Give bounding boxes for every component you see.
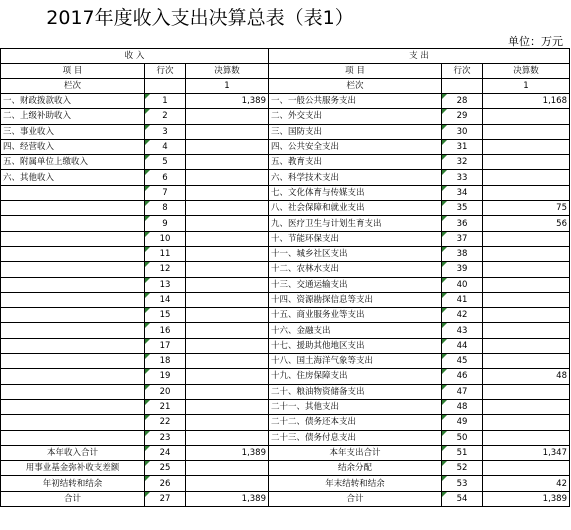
expense-lineno-cell: 49 <box>442 415 483 430</box>
expense-lineno-cell: 42 <box>442 308 483 323</box>
income-amount-cell <box>186 476 269 491</box>
income-amount-cell <box>186 185 269 200</box>
expense-lineno-cell: 31 <box>442 139 483 154</box>
income-item-cell <box>1 399 145 414</box>
expense-amount-cell <box>483 430 570 445</box>
expense-item-cell: 三、国防支出 <box>269 124 442 139</box>
income-amount-cell <box>186 139 269 154</box>
income-item-cell <box>1 277 145 292</box>
table-row <box>1 323 570 338</box>
expense-item-cell: 十六、金融支出 <box>269 323 442 338</box>
report-title: 2017年度收入支出决算总表（表1） <box>46 7 354 29</box>
column-header-row <box>1 64 570 79</box>
income-amount-cell: 1,389 <box>186 445 269 460</box>
expense-item-cell: 二十一、其他支出 <box>269 399 442 414</box>
table-row <box>1 231 570 246</box>
expense-amount-cell <box>483 246 570 261</box>
expense-amount-cell: 42 <box>483 476 570 491</box>
income-lineno-cell: 4 <box>145 139 186 154</box>
income-colno-value: 1 <box>186 79 269 94</box>
expense-amount-cell <box>483 292 570 307</box>
income-lineno-cell: 18 <box>145 354 186 369</box>
income-amount-cell <box>186 461 269 476</box>
expense-lineno-cell: 44 <box>442 338 483 353</box>
table-row <box>1 338 570 353</box>
expense-lineno-cell: 54 <box>442 491 483 506</box>
expense-item-cell: 十一、城乡社区支出 <box>269 246 442 261</box>
expense-item-cell: 七、文化体育与传媒支出 <box>269 185 442 200</box>
expense-lineno-cell: 46 <box>442 369 483 384</box>
income-amount-cell <box>186 399 269 414</box>
table-row <box>1 262 570 277</box>
expense-colno-value: 1 <box>483 79 570 94</box>
expense-item-cell: 十八、国土海洋气象等支出 <box>269 354 442 369</box>
income-amount-cell <box>186 109 269 124</box>
income-item-cell <box>1 430 145 445</box>
income-lineno-cell: 15 <box>145 308 186 323</box>
table-row <box>1 216 570 231</box>
expense-lineno-cell: 32 <box>442 155 483 170</box>
income-lineno-cell: 14 <box>145 292 186 307</box>
table-row <box>1 185 570 200</box>
income-amount-cell <box>186 430 269 445</box>
expense-lineno-cell: 41 <box>442 292 483 307</box>
expense-item-cell: 合计 <box>269 491 442 506</box>
expense-lineno-cell: 51 <box>442 445 483 460</box>
expense-item-cell: 二十、粮油物资储备支出 <box>269 384 442 399</box>
expense-section-header: 支 出 <box>269 49 570 64</box>
table-row <box>1 139 570 154</box>
income-amount-cell <box>186 369 269 384</box>
income-lineno-cell: 27 <box>145 491 186 506</box>
expense-amount-cell <box>483 109 570 124</box>
section-header-row <box>1 49 570 64</box>
expense-amount-cell <box>483 231 570 246</box>
table-row <box>1 415 570 430</box>
income-amount-cell: 1,389 <box>186 491 269 506</box>
expense-amount-cell <box>483 308 570 323</box>
income-amount-cell <box>186 308 269 323</box>
expense-amount-cell <box>483 461 570 476</box>
table-footer-row <box>1 491 570 506</box>
budget-table <box>0 48 570 507</box>
table-row <box>1 384 570 399</box>
table-row <box>1 170 570 185</box>
income-item-cell <box>1 323 145 338</box>
expense-item-cell: 结余分配 <box>269 461 442 476</box>
income-lineno-cell: 20 <box>145 384 186 399</box>
income-item-cell <box>1 292 145 307</box>
unit-label: 单位：万元 <box>508 35 563 48</box>
income-amount-cell <box>186 354 269 369</box>
income-lineno-cell: 9 <box>145 216 186 231</box>
table-footer-row <box>1 476 570 491</box>
income-item-cell <box>1 246 145 261</box>
income-lineno-header: 行次 <box>145 64 186 79</box>
expense-item-cell: 十三、交通运输支出 <box>269 277 442 292</box>
income-lineno-cell: 3 <box>145 124 186 139</box>
income-item-cell: 年初结转和结余 <box>1 476 145 491</box>
income-lineno-cell: 2 <box>145 109 186 124</box>
income-item-cell <box>1 216 145 231</box>
expense-amount-cell <box>483 415 570 430</box>
income-colno-blank <box>145 79 186 94</box>
expense-lineno-cell: 39 <box>442 262 483 277</box>
income-item-header: 项 目 <box>1 64 145 79</box>
income-item-cell: 六、其他收入 <box>1 170 145 185</box>
expense-item-cell: 二、外交支出 <box>269 109 442 124</box>
expense-item-cell: 九、医疗卫生与计划生育支出 <box>269 216 442 231</box>
table-row <box>1 399 570 414</box>
expense-lineno-cell: 38 <box>442 246 483 261</box>
expense-amount-cell <box>483 185 570 200</box>
expense-amount-cell: 1,347 <box>483 445 570 460</box>
expense-colno-blank <box>442 79 483 94</box>
expense-lineno-cell: 45 <box>442 354 483 369</box>
income-lineno-cell: 22 <box>145 415 186 430</box>
income-lineno-cell: 17 <box>145 338 186 353</box>
expense-amount-cell <box>483 139 570 154</box>
income-amount-cell: 1,389 <box>186 94 269 109</box>
income-item-cell <box>1 201 145 216</box>
expense-lineno-cell: 47 <box>442 384 483 399</box>
income-amount-cell <box>186 323 269 338</box>
expense-amount-cell <box>483 399 570 414</box>
expense-amount-cell: 1,168 <box>483 94 570 109</box>
expense-lineno-cell: 52 <box>442 461 483 476</box>
expense-item-cell: 本年支出合计 <box>269 445 442 460</box>
expense-lineno-cell: 30 <box>442 124 483 139</box>
expense-colno-label: 栏次 <box>269 79 442 94</box>
income-amount-cell <box>186 216 269 231</box>
income-lineno-cell: 25 <box>145 461 186 476</box>
income-item-cell <box>1 308 145 323</box>
expense-amount-cell <box>483 155 570 170</box>
expense-lineno-cell: 35 <box>442 201 483 216</box>
income-item-cell <box>1 231 145 246</box>
income-lineno-cell: 23 <box>145 430 186 445</box>
income-item-cell: 四、经营收入 <box>1 139 145 154</box>
expense-lineno-cell: 40 <box>442 277 483 292</box>
income-amount-cell <box>186 292 269 307</box>
expense-amount-header: 决算数 <box>483 64 570 79</box>
expense-item-cell: 二十二、债务还本支出 <box>269 415 442 430</box>
table-row <box>1 94 570 109</box>
income-lineno-cell: 12 <box>145 262 186 277</box>
expense-item-cell: 五、教育支出 <box>269 155 442 170</box>
expense-amount-cell <box>483 262 570 277</box>
expense-item-cell: 十二、农林水支出 <box>269 262 442 277</box>
income-section-header: 收 入 <box>1 49 269 64</box>
income-item-cell: 三、事业收入 <box>1 124 145 139</box>
expense-lineno-header: 行次 <box>442 64 483 79</box>
income-amount-cell <box>186 155 269 170</box>
expense-item-cell: 年末结转和结余 <box>269 476 442 491</box>
expense-lineno-cell: 43 <box>442 323 483 338</box>
expense-lineno-cell: 48 <box>442 399 483 414</box>
expense-item-header: 项 目 <box>269 64 442 79</box>
income-item-cell <box>1 369 145 384</box>
income-lineno-cell: 21 <box>145 399 186 414</box>
expense-amount-cell: 48 <box>483 369 570 384</box>
expense-item-cell: 四、公共安全支出 <box>269 139 442 154</box>
income-colno-label: 栏次 <box>1 79 145 94</box>
table-row <box>1 246 570 261</box>
table-row <box>1 277 570 292</box>
expense-lineno-cell: 29 <box>442 109 483 124</box>
expense-amount-cell <box>483 354 570 369</box>
table-row <box>1 308 570 323</box>
income-lineno-cell: 13 <box>145 277 186 292</box>
table-row <box>1 292 570 307</box>
income-amount-cell <box>186 415 269 430</box>
income-lineno-cell: 7 <box>145 185 186 200</box>
income-lineno-cell: 6 <box>145 170 186 185</box>
income-amount-cell <box>186 246 269 261</box>
income-amount-cell <box>186 277 269 292</box>
income-item-cell: 合计 <box>1 491 145 506</box>
income-item-cell <box>1 354 145 369</box>
income-item-cell <box>1 415 145 430</box>
expense-item-cell: 十九、住房保障支出 <box>269 369 442 384</box>
expense-lineno-cell: 50 <box>442 430 483 445</box>
expense-amount-cell: 75 <box>483 201 570 216</box>
income-amount-cell <box>186 124 269 139</box>
income-amount-cell <box>186 201 269 216</box>
income-item-cell <box>1 338 145 353</box>
expense-lineno-cell: 34 <box>442 185 483 200</box>
expense-amount-cell: 1,389 <box>483 491 570 506</box>
income-item-cell <box>1 384 145 399</box>
income-item-cell <box>1 185 145 200</box>
income-item-cell: 用事业基金弥补收支差额 <box>1 461 145 476</box>
income-lineno-cell: 8 <box>145 201 186 216</box>
income-lineno-cell: 1 <box>145 94 186 109</box>
expense-amount-cell <box>483 170 570 185</box>
column-number-row <box>1 79 570 94</box>
income-item-cell: 二、上级补助收入 <box>1 109 145 124</box>
expense-lineno-cell: 53 <box>442 476 483 491</box>
expense-amount-cell <box>483 124 570 139</box>
table-row <box>1 124 570 139</box>
income-lineno-cell: 16 <box>145 323 186 338</box>
income-item-cell: 一、财政拨款收入 <box>1 94 145 109</box>
income-lineno-cell: 10 <box>145 231 186 246</box>
income-item-cell <box>1 262 145 277</box>
expense-lineno-cell: 28 <box>442 94 483 109</box>
expense-item-cell: 十、节能环保支出 <box>269 231 442 246</box>
expense-item-cell: 六、科学技术支出 <box>269 170 442 185</box>
expense-item-cell: 一、一般公共服务支出 <box>269 94 442 109</box>
expense-amount-cell <box>483 323 570 338</box>
expense-item-cell: 八、社会保障和就业支出 <box>269 201 442 216</box>
income-item-cell: 本年收入合计 <box>1 445 145 460</box>
expense-lineno-cell: 33 <box>442 170 483 185</box>
expense-lineno-cell: 37 <box>442 231 483 246</box>
income-amount-cell <box>186 384 269 399</box>
expense-item-cell: 十四、资源勘探信息等支出 <box>269 292 442 307</box>
expense-amount-cell <box>483 338 570 353</box>
income-amount-cell <box>186 170 269 185</box>
income-lineno-cell: 11 <box>145 246 186 261</box>
table-footer-row <box>1 461 570 476</box>
expense-amount-cell: 56 <box>483 216 570 231</box>
expense-item-cell: 二十三、债务付息支出 <box>269 430 442 445</box>
income-lineno-cell: 19 <box>145 369 186 384</box>
expense-item-cell: 十五、商业服务业等支出 <box>269 308 442 323</box>
income-lineno-cell: 5 <box>145 155 186 170</box>
table-row <box>1 201 570 216</box>
table-row <box>1 109 570 124</box>
expense-item-cell: 十七、援助其他地区支出 <box>269 338 442 353</box>
income-item-cell: 五、附属单位上缴收入 <box>1 155 145 170</box>
table-row <box>1 369 570 384</box>
income-lineno-cell: 24 <box>145 445 186 460</box>
income-amount-header: 决算数 <box>186 64 269 79</box>
income-amount-cell <box>186 338 269 353</box>
table-row <box>1 430 570 445</box>
income-amount-cell <box>186 262 269 277</box>
expense-amount-cell <box>483 384 570 399</box>
table-row <box>1 155 570 170</box>
table-footer-row <box>1 445 570 460</box>
expense-lineno-cell: 36 <box>442 216 483 231</box>
expense-amount-cell <box>483 277 570 292</box>
table-row <box>1 354 570 369</box>
income-lineno-cell: 26 <box>145 476 186 491</box>
income-amount-cell <box>186 231 269 246</box>
